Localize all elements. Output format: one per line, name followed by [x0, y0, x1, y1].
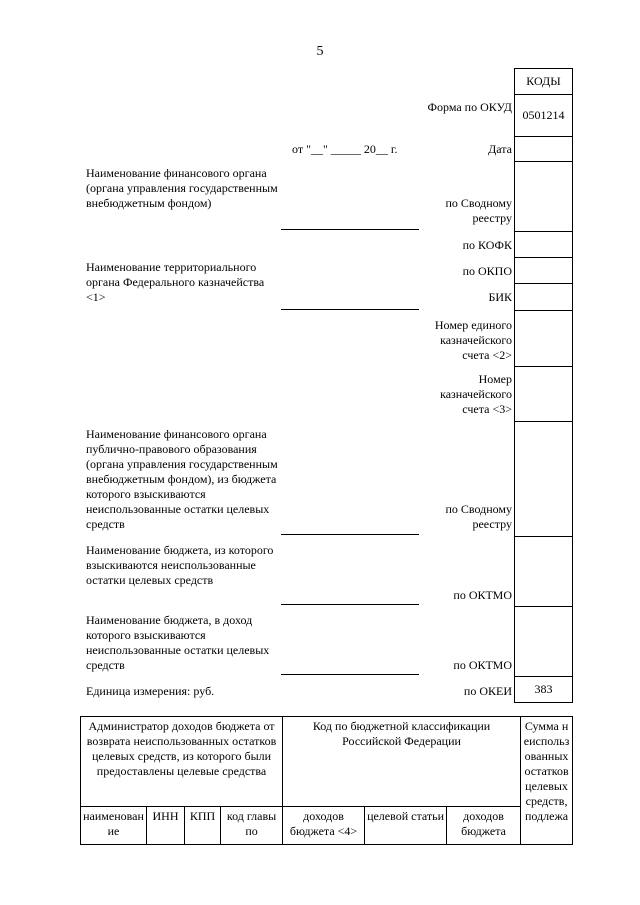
treasury-account-code: [514, 367, 573, 422]
okud-code: 0501214: [514, 95, 573, 137]
okpo-code: [514, 258, 573, 284]
col-budget-income: доходов бюджета: [447, 807, 521, 845]
registry-label: по Сводному реестру: [445, 196, 512, 225]
pp-org-value-line[interactable]: [281, 534, 419, 535]
pp-registry-code: [514, 422, 573, 537]
main-table: [80, 716, 573, 845]
registry-code: [514, 162, 573, 232]
kbk-header: Код по бюджетной классификации Российской Федерации: [283, 717, 521, 807]
treasury-account-label: Номер казначейского счета <3>: [440, 372, 512, 416]
kofk-code: [514, 232, 573, 258]
admin-header: Администратор доходов бюджета от возврата неиспользованных остатков целевых средств, из которого были предоставлены целевые средства: [81, 717, 283, 807]
page-number: 5: [316, 44, 324, 59]
pp-org-label: Наименование финансового органа публично-правового образования (органа управления государственным внебюджетным фондом), из бюджета которого взыскиваются неиспользованные остатки целевых средств: [86, 427, 278, 531]
oktmo-to-code: [514, 607, 573, 677]
col-inn: ИНН: [147, 807, 185, 845]
sum-header: Сумма неиспользованных остатков целевых средств, подлежа: [521, 717, 573, 845]
okei-code: 383: [514, 677, 573, 703]
terr-org-label: Наименование территориального органа Федерального казначейства <1>: [86, 260, 265, 304]
single-account-label: Номер единого казначейского счета <2>: [434, 318, 512, 362]
fin-org-label: Наименование финансового органа (органа управления государственным внебюджетным фондом): [86, 166, 278, 210]
col-name: наименование: [81, 807, 147, 845]
budget-from-label: Наименование бюджета, из которого взыскиваются неиспользованные остатки целевых средств: [86, 543, 274, 587]
oktmo-to-label: по ОКТМО: [453, 658, 512, 672]
date-label: Дата: [488, 142, 512, 156]
okpo-label: по ОКПО: [462, 264, 512, 278]
pp-registry-label: по Сводному реестру: [445, 502, 512, 531]
okud-label: Форма по ОКУД: [427, 100, 512, 114]
codes-header: КОДЫ: [514, 68, 573, 95]
single-account-code: [514, 311, 573, 367]
col-target: целевой статьи: [365, 807, 447, 845]
fin-org-value-line[interactable]: [281, 229, 419, 230]
unit-label: Единица измерения: руб.: [86, 684, 215, 698]
bik-label: БИК: [488, 290, 512, 304]
col-kpp: КПП: [185, 807, 221, 845]
oktmo-from-label: по ОКТМО: [453, 588, 512, 602]
date-code: [514, 137, 573, 162]
budget-to-value-line[interactable]: [281, 674, 419, 675]
budget-to-label: Наименование бюджета, в доход которого взыскиваются неиспользованные остатки целевых средств: [86, 613, 270, 672]
kofk-label: по КОФК: [462, 238, 512, 252]
col-chapter: код главы по: [221, 807, 283, 845]
bik-code: [514, 284, 573, 311]
col-income: доходов бюджета <4>: [283, 807, 365, 845]
date-line: от "__" _____ 20__ г.: [292, 142, 398, 156]
budget-from-value-line[interactable]: [281, 604, 419, 605]
oktmo-from-code: [514, 537, 573, 607]
terr-org-value-line[interactable]: [281, 309, 419, 310]
okei-label: по ОКЕИ: [463, 684, 512, 698]
